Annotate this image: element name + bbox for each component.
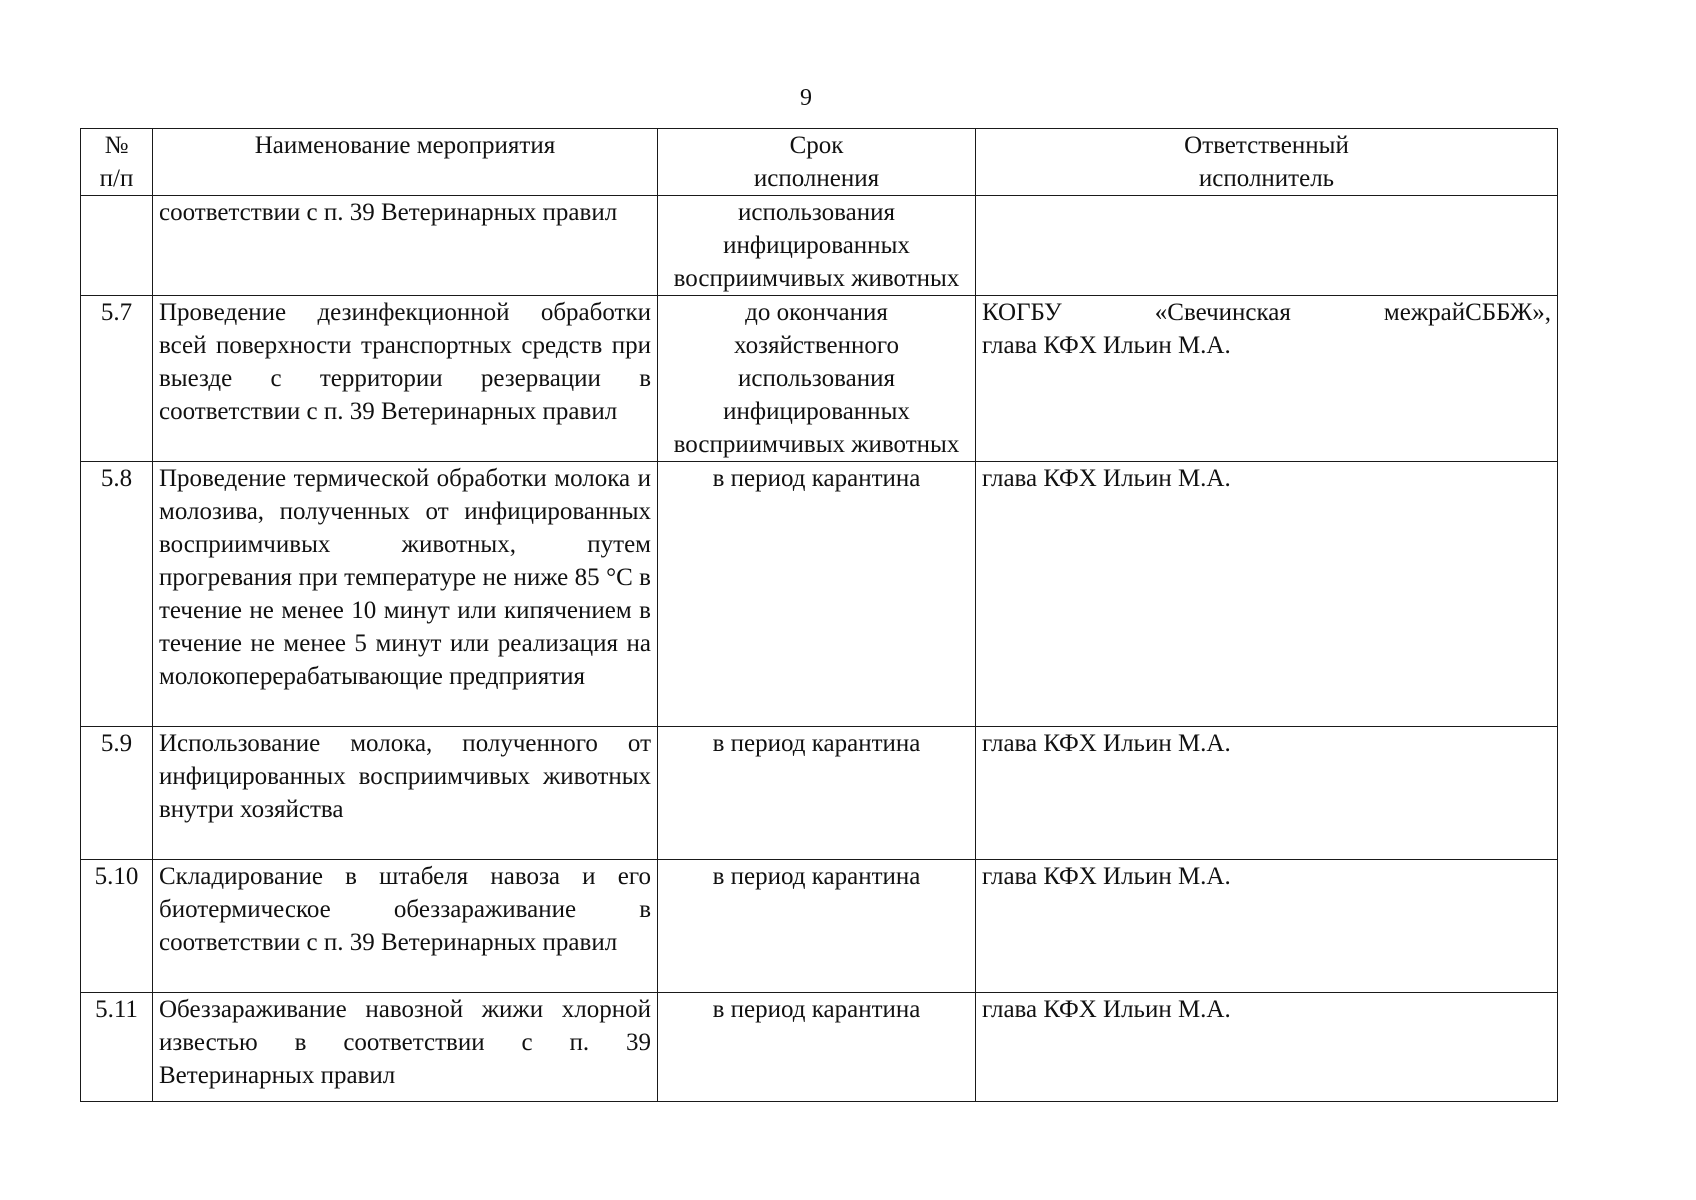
header-number bbox=[81, 129, 153, 196]
header-measure-name: Наименование мероприятия bbox=[153, 129, 658, 196]
table-row bbox=[81, 462, 1558, 727]
row-number: 5.11 bbox=[81, 993, 153, 1102]
responsible-org-suffix: межрайСББЖ», bbox=[1383, 299, 1551, 326]
row-number: 5.8 bbox=[81, 462, 153, 727]
table-row bbox=[81, 296, 1558, 462]
row-measure-name: Использование молока, полученного от инфицированных восприимчивых животных внутри хозяйства bbox=[153, 727, 658, 860]
row-measure-name: Проведение термической обработки молока и молозива, полученных от инфицированных восприимчивых животных, путем прогревания при температуре не ниже 85 °С в течение не менее 10 минут или кипячением в течение не менее 5 минут или реализация на молокоперерабатывающие предприятия bbox=[153, 462, 658, 727]
row-number: 5.9 bbox=[81, 727, 153, 860]
responsible-line bbox=[982, 296, 1551, 329]
row-measure-name: соответствии с п. 39 Ветеринарных правил bbox=[153, 196, 658, 296]
table-row bbox=[81, 196, 1558, 296]
row-term: использования инфицированных восприимчивых животных bbox=[658, 196, 976, 296]
header-number-line1: № bbox=[104, 132, 129, 159]
table-row bbox=[81, 993, 1558, 1102]
row-term: в период карантина bbox=[658, 727, 976, 860]
row-number: 5.7 bbox=[81, 296, 153, 462]
row-responsible: глава КФХ Ильин М.А. bbox=[976, 462, 1558, 727]
row-term: до окончания хозяйственного использования инфицированных восприимчивых животных bbox=[658, 296, 976, 462]
row-measure-name: Обеззараживание навозной жижи хлорной известью в соответствии с п. 39 Ветеринарных правил bbox=[153, 993, 658, 1102]
page-number: 9 bbox=[800, 85, 812, 111]
row-measure-name: Проведение дезинфекционной обработки всей поверхности транспортных средств при выезде с территории резервации в соответствии с п. 39 Ветеринарных правил bbox=[153, 296, 658, 462]
header-responsible-line2: исполнитель bbox=[1198, 165, 1335, 192]
row-responsible: глава КФХ Ильин М.А. bbox=[976, 727, 1558, 860]
row-number bbox=[81, 196, 153, 296]
row-term: в период карантина bbox=[658, 462, 976, 727]
header-number-line2: п/п bbox=[99, 165, 134, 192]
header-responsible bbox=[976, 129, 1558, 196]
table-row bbox=[81, 727, 1558, 860]
header-term-line1: Срок bbox=[789, 132, 844, 159]
table-header-row bbox=[81, 129, 1558, 196]
row-responsible bbox=[976, 296, 1558, 462]
responsible-org: КОГБУ bbox=[982, 299, 1062, 326]
header-responsible-line1: Ответственный bbox=[1184, 132, 1349, 159]
row-number: 5.10 bbox=[81, 860, 153, 993]
row-responsible: глава КФХ Ильин М.А. bbox=[976, 860, 1558, 993]
row-term: в период карантина bbox=[658, 860, 976, 993]
responsible-person: глава КФХ Ильин М.А. bbox=[982, 332, 1231, 359]
header-term bbox=[658, 129, 976, 196]
measures-table bbox=[80, 128, 1558, 1102]
row-responsible: глава КФХ Ильин М.А. bbox=[976, 993, 1558, 1102]
row-responsible bbox=[976, 196, 1558, 296]
row-measure-name: Складирование в штабеля навоза и его биотермическое обеззараживание в соответствии с п. 39 Ветеринарных правил bbox=[153, 860, 658, 993]
table-row bbox=[81, 860, 1558, 993]
responsible-org-name: «Свечинская bbox=[1154, 299, 1291, 326]
header-term-line2: исполнения bbox=[753, 165, 880, 192]
row-term: в период карантина bbox=[658, 993, 976, 1102]
